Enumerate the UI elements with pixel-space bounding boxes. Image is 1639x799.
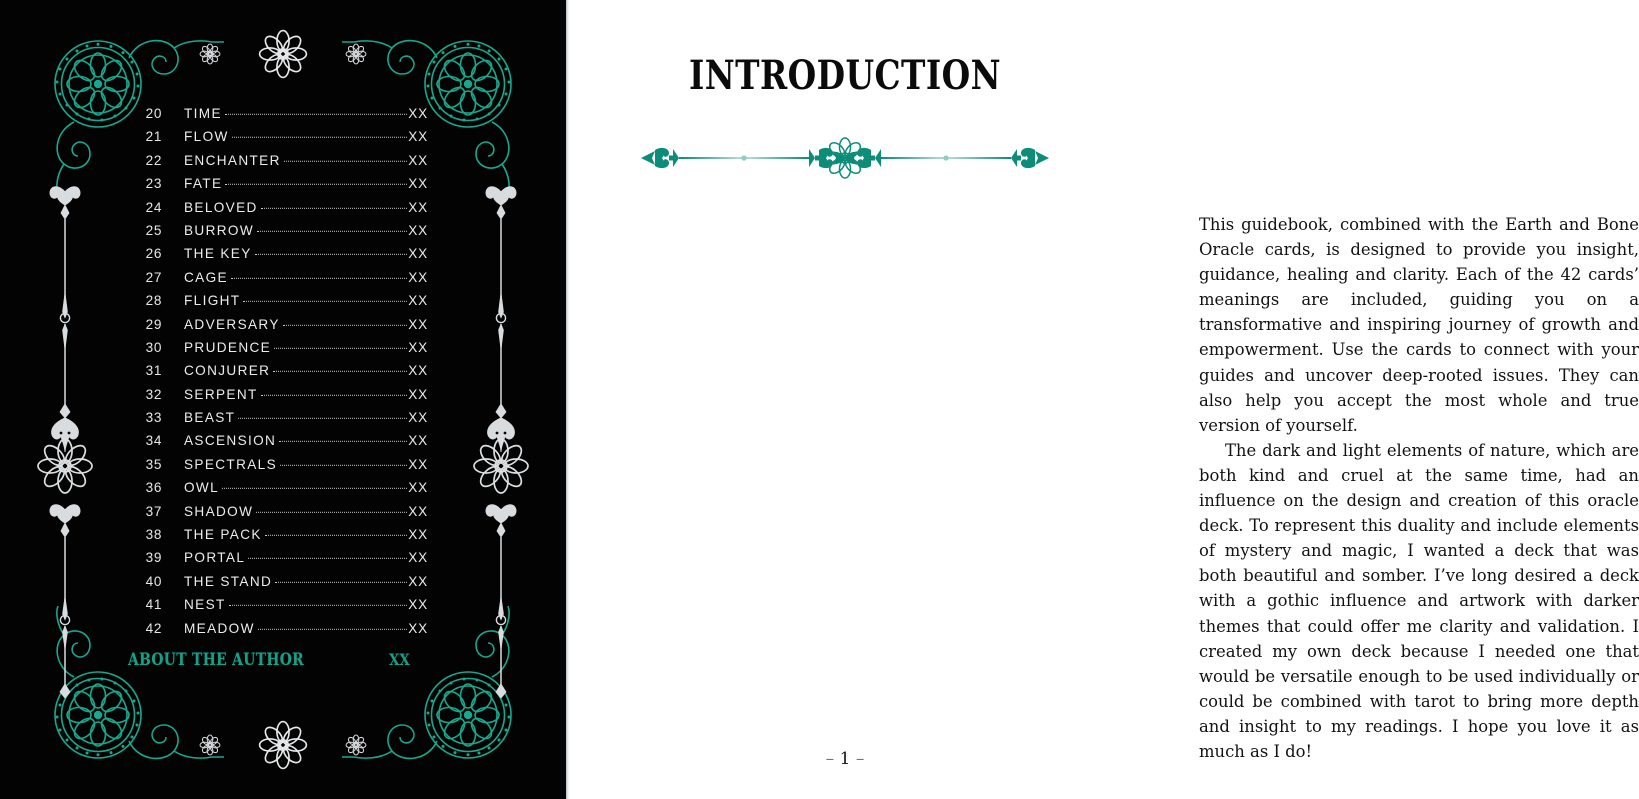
table-of-contents-list [128, 106, 428, 644]
toc-leader-dots [283, 324, 408, 325]
toc-entry-page: XX [408, 106, 428, 121]
introduction-body-text [1199, 212, 1639, 764]
toc-leader-dots [261, 207, 408, 208]
toc-row[interactable] [128, 410, 428, 433]
toc-row[interactable] [128, 200, 428, 223]
toc-entry-number: 26 [145, 246, 162, 262]
toc-row[interactable] [128, 153, 428, 176]
toc-entry-number: 36 [145, 480, 162, 496]
toc-entry-page: XX [408, 527, 428, 543]
toc-entry-page: XX [408, 597, 428, 613]
toc-entry-number: 38 [145, 527, 162, 543]
toc-row[interactable] [128, 246, 428, 269]
toc-leader-dots [280, 465, 407, 466]
toc-entry-number: 24 [145, 199, 162, 215]
toc-leader-dots [231, 278, 407, 279]
toc-entry-page: XX [408, 550, 428, 566]
body-paragraph: This guidebook, combined with the Earth and Bone Oracle cards, is designed to provide you insight, guidance, healing and clarity. Each of the 42 cards’ meanings are included, guiding you on a transformative and inspiring journey of growth and empowerment. Use the cards to connect with your guides and uncover deep-rooted issues. They can also help you accept the most whole and true version of yourself. [1199, 215, 1639, 435]
toc-entry-title: TIME [184, 106, 222, 121]
toc-entry-page: XX [408, 503, 428, 519]
side-spear-ornament-left-lower [36, 432, 94, 722]
toc-entry-title: CAGE [184, 269, 228, 285]
toc-row[interactable] [128, 317, 428, 340]
toc-entry-title: BURROW [184, 222, 255, 238]
toc-entry-page: XX [408, 386, 428, 402]
toc-leader-dots [243, 301, 407, 302]
toc-entry-number: 32 [145, 386, 162, 402]
toc-entry-page: XX [408, 246, 428, 262]
toc-leader-dots [261, 394, 408, 395]
toc-row[interactable] [128, 527, 428, 550]
toc-entry-number: 34 [145, 433, 162, 449]
toc-entry-title: SHADOW [184, 503, 254, 519]
about-the-author-row[interactable] [128, 650, 412, 669]
about-the-author-page: XX [389, 650, 411, 669]
side-spear-ornament-right-lower [472, 432, 530, 722]
toc-entry-page: XX [408, 410, 428, 426]
toc-entry-page: XX [408, 339, 428, 355]
toc-entry-number: 20 [145, 106, 162, 121]
body-paragraph: The dark and light elements of nature, which are both kind and cruel at the same time, had an influence on the design and creation of this oracle deck. To represent this duality and include elements of mystery and magic, I wanted a deck that was both beautiful and somber. I’ve long desired a deck with a gothic influence and artwork with darker themes that could offer me clarity and validation. I created my own deck because I needed one that would be versatile enough to be used individually or could be combined with tarot to bring more depth and insight to my readings. I hope you love it as much as I do! [1199, 440, 1639, 761]
toc-entry-title: OWL [184, 480, 220, 496]
about-the-author-label: ABOUT THE AUTHOR [128, 650, 305, 669]
toc-row[interactable] [128, 176, 428, 199]
toc-entry-title: SERPENT [184, 386, 258, 402]
toc-row[interactable] [128, 550, 428, 573]
toc-leader-dots [229, 605, 408, 606]
toc-entry-title: CONJURER [184, 363, 271, 379]
toc-leader-dots [279, 441, 407, 442]
toc-row[interactable] [128, 597, 428, 620]
toc-entry-title: BEAST [184, 410, 236, 426]
toc-leader-dots [222, 488, 407, 489]
toc-row[interactable] [128, 340, 428, 363]
toc-entry-title: THE STAND [184, 573, 273, 589]
lotus-rosette-icon-small-left [197, 41, 223, 67]
toc-entry-number: 28 [145, 293, 162, 309]
toc-entry-title: FLOW [184, 129, 229, 145]
toc-entry-page: XX [408, 199, 428, 215]
toc-leader-dots [225, 184, 407, 185]
toc-leader-dots [274, 348, 407, 349]
toc-entry-page: XX [408, 316, 428, 332]
toc-entry-title: PRUDENCE [184, 339, 272, 355]
side-spear-ornament-right-upper [472, 172, 530, 462]
toc-entry-page: XX [408, 222, 428, 238]
toc-row[interactable] [128, 223, 428, 246]
toc-leader-dots [256, 511, 407, 512]
toc-row[interactable] [128, 621, 428, 644]
toc-leader-dots [258, 628, 407, 629]
toc-row[interactable] [128, 363, 428, 386]
toc-leader-dots [275, 582, 407, 583]
toc-entry-page: XX [408, 480, 428, 496]
lotus-rosette-icon-large-center-bottom [257, 719, 309, 771]
toc-leader-dots [248, 558, 407, 559]
toc-leader-dots [284, 161, 408, 162]
toc-leader-dots [255, 254, 408, 255]
toc-entry-number: 31 [145, 363, 162, 379]
toc-row[interactable] [128, 293, 428, 316]
toc-entry-number: 25 [145, 222, 162, 238]
toc-entry-number: 21 [145, 129, 162, 145]
toc-entry-title: THE PACK [184, 527, 262, 543]
lotus-rosette-icon-small-right-bottom [343, 732, 369, 758]
toc-entry-page: XX [408, 620, 428, 636]
toc-entry-page: XX [408, 293, 428, 309]
toc-entry-page: XX [408, 456, 428, 472]
toc-row[interactable] [128, 480, 428, 503]
toc-entry-title: ADVERSARY [184, 316, 280, 332]
left-page-contents [0, 0, 566, 799]
lotus-rosette-icon-small-right [343, 41, 369, 67]
toc-entry-title: FATE [184, 176, 223, 192]
toc-entry-title: ASCENSION [184, 433, 277, 449]
toc-entry-number: 29 [145, 316, 162, 332]
toc-entry-number: 41 [145, 597, 162, 613]
toc-leader-dots [232, 137, 408, 138]
toc-entry-page: XX [408, 129, 428, 145]
toc-row[interactable] [128, 457, 428, 480]
toc-entry-title: MEADOW [184, 620, 255, 636]
toc-leader-dots [225, 114, 407, 115]
toc-entry-number: 39 [145, 550, 162, 566]
toc-entry-number: 22 [145, 152, 162, 168]
toc-entry-page: XX [408, 573, 428, 589]
right-page-introduction [566, 0, 1639, 799]
page-number-value: 1 [839, 749, 851, 769]
side-spear-ornament-left-upper [36, 172, 94, 462]
toc-row[interactable] [128, 106, 428, 129]
toc-entry-page: XX [408, 269, 428, 285]
toc-row[interactable] [128, 504, 428, 527]
toc-row[interactable] [128, 387, 428, 410]
toc-row[interactable] [128, 574, 428, 597]
ornamental-divider [566, 136, 1124, 180]
toc-row[interactable] [128, 433, 428, 456]
toc-leader-dots [273, 371, 407, 372]
toc-entry-title: SPECTRALS [184, 456, 277, 472]
toc-entry-title: ENCHANTER [184, 152, 281, 168]
page-number [566, 749, 1124, 769]
toc-entry-number: 33 [145, 410, 162, 426]
toc-entry-number: 37 [145, 503, 162, 519]
toc-entry-number: 35 [145, 456, 162, 472]
page-title: INTRODUCTION [689, 52, 1001, 99]
lotus-rosette-icon-small-left-bottom [197, 732, 223, 758]
toc-entry-number: 27 [145, 269, 162, 285]
page-gutter-seam [566, 0, 570, 799]
toc-entry-title: BELOVED [184, 199, 258, 215]
toc-leader-dots [238, 418, 407, 419]
toc-entry-title: FLIGHT [184, 293, 241, 309]
toc-entry-page: XX [408, 176, 428, 192]
toc-entry-number: 30 [145, 339, 162, 355]
toc-entry-page: XX [408, 433, 428, 449]
toc-entry-title: NEST [184, 597, 226, 613]
toc-entry-number: 40 [145, 573, 162, 589]
lotus-row-bottom [0, 719, 566, 771]
toc-entry-number: 23 [145, 176, 162, 192]
toc-leader-dots [257, 231, 407, 232]
toc-row[interactable] [128, 129, 428, 152]
toc-entry-number: 42 [145, 620, 162, 636]
toc-entry-title: PORTAL [184, 550, 246, 566]
toc-leader-dots [265, 535, 407, 536]
toc-entry-page: XX [408, 363, 428, 379]
page-number-dash-left: – [825, 749, 835, 769]
toc-row[interactable] [128, 270, 428, 293]
toc-entry-page: XX [408, 152, 428, 168]
page-number-dash-right: – [855, 749, 865, 769]
toc-entry-title: THE KEY [184, 246, 252, 262]
double-arrow-lotus-divider-icon [635, 136, 1055, 180]
lotus-rosette-icon-large-center [257, 28, 309, 80]
lotus-row-top [0, 28, 566, 80]
